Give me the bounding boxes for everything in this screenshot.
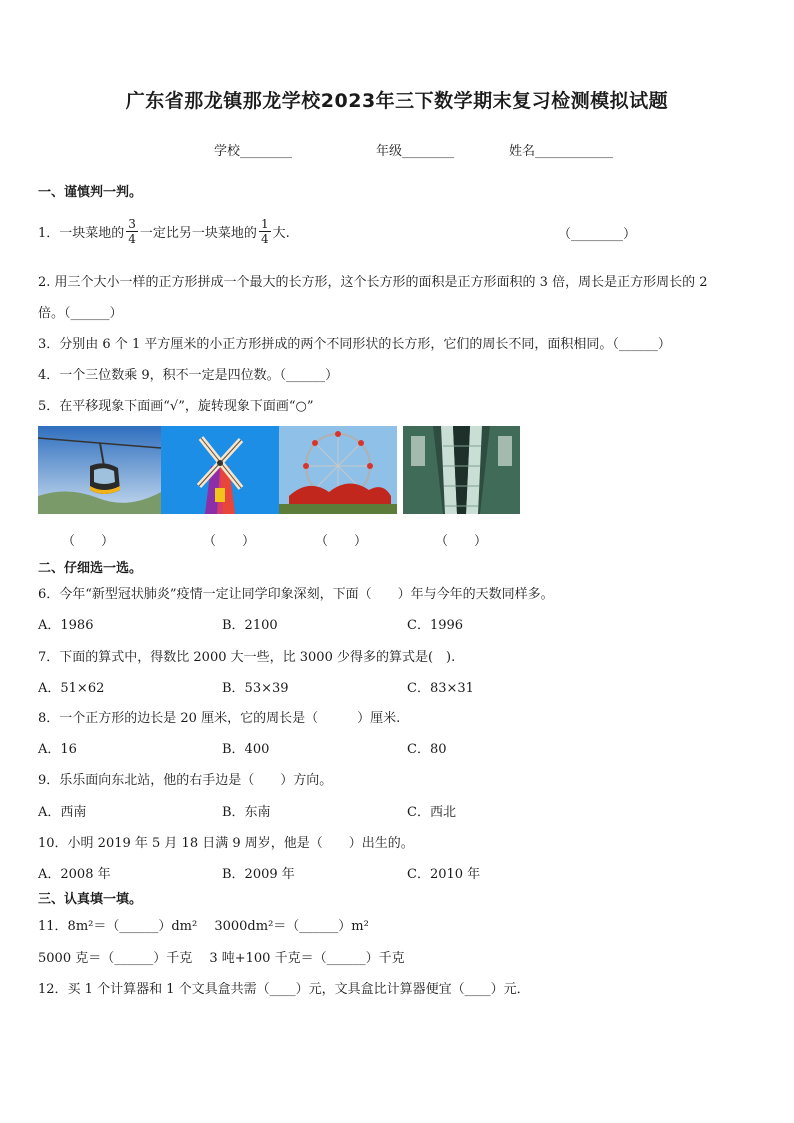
q6-option-b[interactable]: B．2100: [222, 618, 278, 633]
q7-option-c[interactable]: C．83×31: [407, 681, 474, 696]
q1-prefix: 1．一块菜地的: [38, 225, 125, 241]
question-6: 6．今年“新型冠状肺炎”疫情一定让同学印象深刻，下面（ ）年与今年的天数同样多。: [38, 587, 554, 602]
q7-option-a[interactable]: A．51×62: [38, 681, 105, 696]
q1-middle: 一定比另一块菜地的: [139, 225, 257, 241]
q1-suffix: 大.: [272, 225, 290, 241]
question-1: [38, 214, 290, 248]
fraction-numerator: 3: [128, 216, 136, 231]
school-field: 学校________: [214, 144, 293, 159]
fraction-denominator: 4: [260, 231, 269, 246]
escalator-image: [403, 426, 520, 514]
q8-option-c[interactable]: C．80: [407, 742, 447, 757]
question-3: 3．分别由 6 个 1 平方厘米的小正方形拼成的两个不同形状的长方形，它们的周长不同，面积相同。（______）: [38, 337, 671, 352]
question-8: 8．一个正方形的边长是 20 厘米，它的周长是（ ）厘米.: [38, 711, 401, 726]
q9-option-a[interactable]: A．西南: [38, 805, 87, 820]
grade-field: 年级________: [376, 144, 455, 159]
q5-answer-bracket-4[interactable]: （ ）: [435, 534, 488, 549]
q5-answer-bracket-2[interactable]: （ ）: [203, 534, 256, 549]
q5-answer-bracket-3[interactable]: （ ）: [315, 534, 368, 549]
ferris-wheel-image: [279, 426, 397, 514]
section-3-heading: 三、认真填一填。: [38, 892, 143, 907]
question-7: 7．下面的算式中，得数比 2000 大一些，比 3000 少得多的算式是( ).: [38, 650, 456, 665]
question-9: 9．乐乐面向东北站，他的右手边是（ ）方向。: [38, 773, 333, 788]
question-12: 12．买 1 个计算器和 1 个文具盒共需（____）元，文具盒比计算器便宜（____）元．: [38, 982, 530, 997]
q8-option-a[interactable]: A．16: [38, 742, 77, 757]
fraction-three-quarters: [126, 217, 138, 246]
section-1-heading: 一、谨慎判一判。: [38, 185, 143, 200]
fraction-denominator: 4: [128, 231, 136, 246]
q9-option-c[interactable]: C．西北: [407, 805, 456, 820]
fraction-one-quarter: [259, 217, 271, 246]
q10-option-b[interactable]: B．2009 年: [222, 867, 295, 882]
fraction-numerator: 1: [260, 216, 269, 231]
q7-option-b[interactable]: B．53×39: [222, 681, 289, 696]
cable-car-image: [38, 426, 161, 514]
q1-answer-blank[interactable]: （________）: [558, 227, 637, 242]
question-5: 5．在平移现象下面画“√”，旋转现象下面画“○”: [38, 399, 314, 414]
question-4: 4．一个三位数乘 9，积不一定是四位数。（______）: [38, 368, 339, 383]
windmill-image: [161, 426, 279, 514]
page-title: 广东省那龙镇那龙学校2023年三下数学期末复习检测模拟试题: [125, 90, 669, 112]
q5-answer-bracket-1[interactable]: （ ）: [62, 534, 115, 549]
q6-option-c[interactable]: C．1996: [407, 618, 464, 633]
q6-option-a[interactable]: A．1986: [38, 618, 94, 633]
question-11-line-1: 11．8m²＝（______）dm² 3000dm²＝（______）m²: [38, 919, 369, 934]
section-2-heading: 二、仔细选一选。: [38, 561, 143, 576]
q10-option-c[interactable]: C．2010 年: [407, 867, 481, 882]
question-11-line-2: 5000 克＝（______）千克 3 吨+100 千克＝（______）千克: [38, 951, 405, 966]
question-2-line-2: 倍。（______）: [38, 306, 123, 321]
q9-option-b[interactable]: B．东南: [222, 805, 271, 820]
question-2-line-1: 2. 用三个大小一样的正方形拼成一个最大的长方形，这个长方形的面积是正方形面积的 3 倍，周长是正方形周长的 2: [38, 275, 708, 290]
question-10: 10．小明 2019 年 5 月 18 日满 9 周岁，他是（ ）出生的。: [38, 836, 414, 851]
q8-option-b[interactable]: B．400: [222, 742, 270, 757]
q10-option-a[interactable]: A．2008 年: [38, 867, 111, 882]
name-field: 姓名____________: [509, 144, 614, 159]
